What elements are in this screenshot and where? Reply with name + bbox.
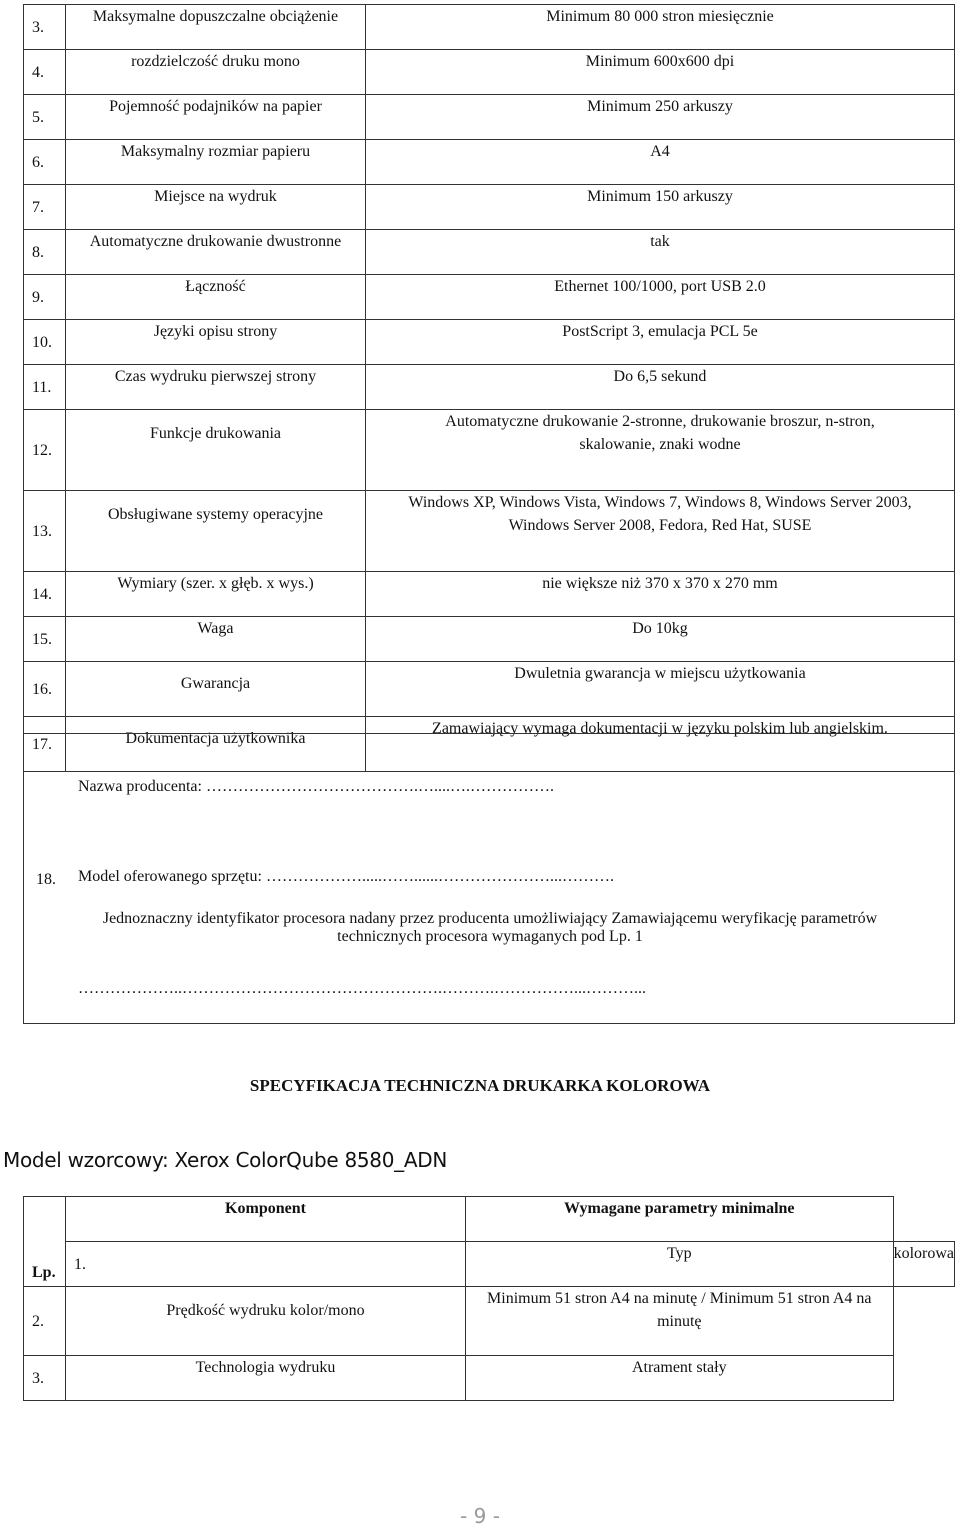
param-name: Maksymalny rozmiar papieru bbox=[66, 140, 366, 185]
lp-cell: 6. bbox=[24, 140, 66, 185]
producer-info-box bbox=[23, 733, 955, 1024]
lp-cell: 14. bbox=[24, 572, 66, 617]
lp-cell: 15. bbox=[24, 617, 66, 662]
param-name: Wymiary (szer. x głęb. x wys.) bbox=[66, 572, 366, 617]
param-name: Miejsce na wydruk bbox=[66, 185, 366, 230]
lp-cell: 9. bbox=[24, 275, 66, 320]
param-name: Czas wydruku pierwszej strony bbox=[66, 365, 366, 410]
param-value: Zamawiający wymaga dokumentacji w języku polskim lub angielskim. bbox=[366, 717, 955, 772]
param-name: Języki opisu strony bbox=[66, 320, 366, 365]
lp-cell: 1. bbox=[66, 1242, 466, 1287]
param-value: Minimum 150 arkuszy bbox=[366, 185, 955, 230]
param-name: Automatyczne drukowanie dwustronne bbox=[66, 230, 366, 275]
lp-cell: 7. bbox=[24, 185, 66, 230]
table-row bbox=[24, 572, 955, 617]
lp-cell: 12. bbox=[24, 410, 66, 491]
lp-cell: 4. bbox=[24, 50, 66, 95]
param-name: Funkcje drukowania bbox=[66, 410, 366, 491]
param-name: Łączność bbox=[66, 275, 366, 320]
table-row bbox=[24, 50, 955, 95]
cpu-identifier-text: Jednoznaczny identyfikator procesora nadany przez producenta umożliwiający Zamawiającemu weryfikację parametrów technicznych procesora wymaganych pod Lp. 1 bbox=[102, 910, 878, 945]
param-name: Gwarancja bbox=[66, 662, 366, 717]
param-name: Pojemność podajników na papier bbox=[66, 95, 366, 140]
table-row bbox=[24, 320, 955, 365]
lp-cell: 18. bbox=[36, 871, 56, 888]
producer-name-label: Nazwa producenta: ………………………………….…....….……………. bbox=[78, 778, 554, 795]
param-value: Minimum 80 000 stron miesięcznie bbox=[366, 5, 955, 50]
param-name: Typ bbox=[466, 1242, 894, 1287]
param-value: Minimum 600x600 dpi bbox=[366, 50, 955, 95]
spec-table-mono bbox=[23, 4, 955, 772]
param-value: Windows XP, Windows Vista, Windows 7, Windows 8, Windows Server 2003, Windows Server 2008, Fedora, Red Hat, SUSE bbox=[366, 491, 955, 572]
param-value: Automatyczne drukowanie 2-stronne, drukowanie broszur, n-stron, skalowanie, znaki wodne bbox=[366, 410, 955, 491]
lp-cell: 8. bbox=[24, 230, 66, 275]
param-value: Minimum 250 arkuszy bbox=[366, 95, 955, 140]
table-row bbox=[24, 230, 955, 275]
table-row bbox=[24, 617, 955, 662]
table-row bbox=[24, 662, 955, 717]
lp-cell: 10. bbox=[24, 320, 66, 365]
param-name: Maksymalne dopuszczalne obciążenie bbox=[66, 5, 366, 50]
param-value: Ethernet 100/1000, port USB 2.0 bbox=[366, 275, 955, 320]
component-header: Komponent bbox=[66, 1197, 466, 1242]
lp-cell: 3. bbox=[24, 5, 66, 50]
table-row bbox=[24, 410, 955, 491]
lp-cell: 16. bbox=[24, 662, 66, 717]
table-row bbox=[24, 5, 955, 50]
param-name: Dokumentacja użytkownika bbox=[66, 717, 366, 772]
param-value: kolorowa bbox=[893, 1242, 954, 1287]
param-value: Atrament stały bbox=[466, 1356, 894, 1401]
model-offered-label: Model oferowanego sprzętu: ……………….....……......…………………...………. bbox=[78, 868, 614, 885]
table-row bbox=[24, 1287, 955, 1356]
param-name: Prędkość wydruku kolor/mono bbox=[66, 1287, 466, 1356]
table-row bbox=[24, 275, 955, 320]
lp-cell: 17. bbox=[24, 717, 66, 772]
param-value: Do 10kg bbox=[366, 617, 955, 662]
table-row bbox=[24, 95, 955, 140]
param-name: rozdzielczość druku mono bbox=[66, 50, 366, 95]
param-value: tak bbox=[366, 230, 955, 275]
params-header: Wymagane parametry minimalne bbox=[466, 1197, 894, 1242]
lp-cell: 5. bbox=[24, 95, 66, 140]
lp-cell: 3. bbox=[24, 1356, 66, 1401]
param-value: PostScript 3, emulacja PCL 5e bbox=[366, 320, 955, 365]
dots-line: ………………..………………………………………….……….……………...………... bbox=[78, 980, 646, 997]
table-header-row bbox=[24, 1197, 955, 1242]
table-row bbox=[24, 491, 955, 572]
lp-header: Lp. bbox=[24, 1197, 66, 1287]
param-value: nie większe niż 370 x 370 x 270 mm bbox=[366, 572, 955, 617]
page-number: - 9 - bbox=[460, 1504, 500, 1528]
param-name: Technologia wydruku bbox=[66, 1356, 466, 1401]
param-value: Do 6,5 sekund bbox=[366, 365, 955, 410]
section-title: SPECYFIKACJA TECHNICZNA DRUKARKA KOLOROWA bbox=[249, 1076, 711, 1095]
param-name: Obsługiwane systemy operacyjne bbox=[66, 491, 366, 572]
param-name: Waga bbox=[66, 617, 366, 662]
table-row bbox=[24, 1242, 955, 1287]
spec-table-color bbox=[23, 1196, 955, 1401]
table-row bbox=[24, 185, 955, 230]
table-row bbox=[24, 365, 955, 410]
table-row bbox=[24, 1356, 955, 1401]
table-row bbox=[24, 140, 955, 185]
model-reference: Model wzorcowy: Xerox ColorQube 8580_ADN bbox=[3, 1148, 447, 1172]
lp-cell: 13. bbox=[24, 491, 66, 572]
param-value: Dwuletnia gwarancja w miejscu użytkowania bbox=[366, 662, 955, 717]
lp-cell: 11. bbox=[24, 365, 66, 410]
param-value: Minimum 51 stron A4 na minutę / Minimum 51 stron A4 na minutę bbox=[466, 1287, 894, 1356]
lp-cell: 2. bbox=[24, 1287, 66, 1356]
param-value: A4 bbox=[366, 140, 955, 185]
